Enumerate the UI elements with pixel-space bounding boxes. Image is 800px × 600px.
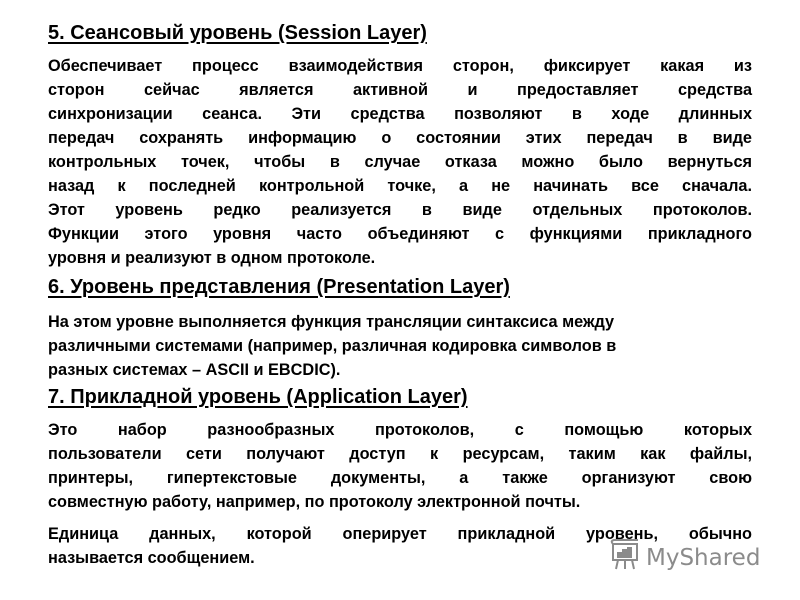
text-line: называется сообщением. [48, 549, 255, 567]
text-line: совместную работу, например, по протоколу электронной почты. [48, 493, 581, 511]
text-line: Функции этого уровня часто объединяют с функциями прикладного [48, 225, 752, 243]
watermark [608, 538, 760, 578]
text-line: пользователи сети получают доступ к ресурсам, таким как файлы, [48, 445, 752, 463]
text-line: разных системах – ASCII и EBCDIC). [48, 361, 341, 379]
text-line: различными системами (например, различная кодировка символов в [48, 337, 617, 355]
text-line: сторон сейчас является активной и предоставляет средства [48, 81, 752, 99]
text-line: Единица данных, которой оперирует прикладной уровень, обычно [48, 525, 752, 543]
watermark-text: MyShared [646, 545, 761, 571]
paragraph-application-layer [48, 418, 752, 514]
text-line: принтеры, гипертекстовые документы, а также организуют свою [48, 469, 752, 487]
text-line: Этот уровень редко реализуется в виде отдельных протоколов. [48, 201, 752, 219]
text-line: назад к последней контрольной точке, а не начинать все сначала. [48, 177, 752, 195]
paragraph-session-layer [48, 54, 752, 270]
presentation-board-icon [608, 538, 642, 578]
section-heading-session-layer: 5. Сеансовый уровень (Session Layer) [48, 22, 427, 44]
section-heading-application-layer: 7. Прикладной уровень (Application Layer) [48, 386, 468, 408]
text-line: Обеспечивает процесс взаимодействия сторон, фиксирует какая из [48, 57, 752, 75]
text-line: На этом уровне выполняется функция трансляции синтаксиса между [48, 313, 615, 331]
text-line: синхронизации сеанса. Эти средства позволяют в ходе длинных [48, 105, 752, 123]
paragraph-presentation-layer [48, 310, 752, 382]
text-line: передач сохранять информацию о состоянии этих передач в виде [48, 129, 752, 147]
text-line: Это набор разнообразных протоколов, с помощью которых [48, 421, 752, 439]
text-line: контрольных точек, чтобы в случае отказа можно было вернуться [48, 153, 752, 171]
text-line: уровня и реализуют в одном протоколе. [48, 249, 376, 267]
section-heading-presentation-layer: 6. Уровень представления (Presentation Layer) [48, 276, 510, 298]
